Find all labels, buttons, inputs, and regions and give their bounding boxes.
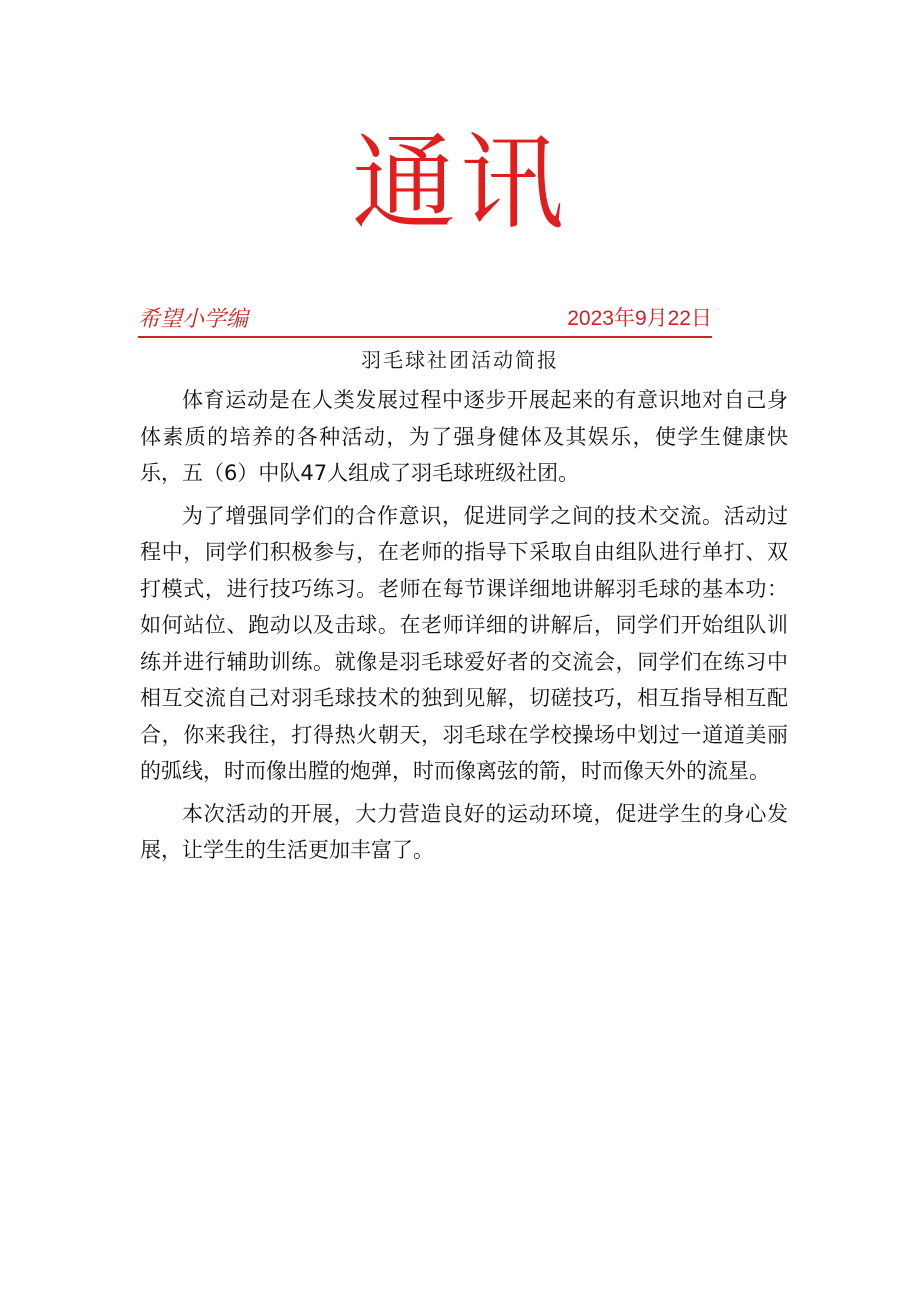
- article-title: 羽毛球社团活动简报: [361, 348, 559, 372]
- article-paragraph: 体育运动是在人类发展过程中逐步开展起来的有意识地对自己身体素质的培养的各种活动，为了强身健体及其娱乐，使学生健康快乐，五（6）中队47人组成了羽毛球班级社团。: [140, 388, 788, 485]
- article-paragraph: 本次活动的开展，大力营造良好的运动环境，促进学生的身心发展，让学生的生活更加丰富了。: [140, 801, 788, 862]
- issue-publisher: 希望小学编: [138, 307, 249, 332]
- article-body: [140, 382, 788, 875]
- issue-info-line: [138, 300, 712, 338]
- article-paragraph: 为了增强同学们的合作意识，促进同学之间的技术交流。活动过程中，同学们积极参与，在老师的指导下采取自由组队进行单打、双打模式，进行技巧练习。老师在每节课详细地讲解羽毛球的基本功：如何站位、跑动以及击球。在老师详细的讲解后，同学们开始组队训练并进行辅助训练。就像是羽毛球爱好者的交流会，同学们在练习中相互交流自己对羽毛球技术的独到见解，切磋技巧，相互指导相互配合，你来我往，打得热火朝天，羽毛球在学校操场中划过一道道美丽的弧线，时而像出膛的炮弹，时而像离弦的箭，时而像天外的流星。: [140, 503, 788, 783]
- masthead-title: 通讯: [351, 122, 568, 244]
- issue-date: 2023年9月22日: [567, 307, 712, 330]
